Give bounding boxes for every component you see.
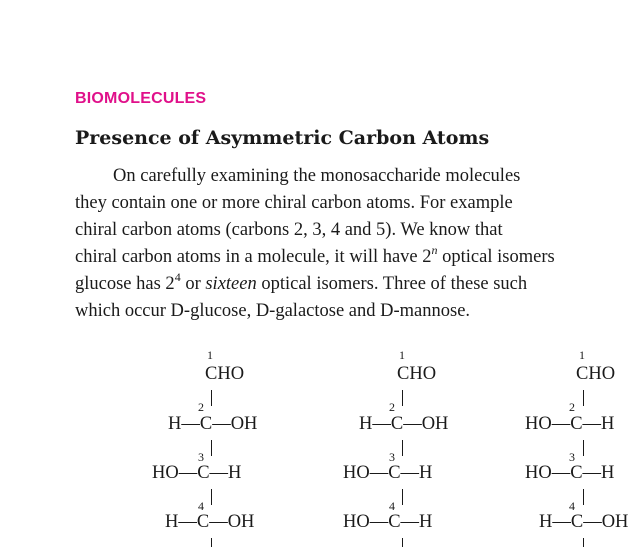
text-run: optical isomers. Three of these such [256,274,528,294]
vertical-bond [211,489,212,505]
vertical-bond [402,538,403,547]
paragraph-line [75,244,638,271]
vertical-bond [583,390,584,406]
paragraph-line: On carefully examining the monosaccharide molecules [113,166,521,186]
vertical-bond [402,440,403,456]
text-run: or [180,274,206,294]
carbon-row: H—C—OH [165,512,255,532]
vertical-bond [211,440,212,456]
carbon-number: 1 [207,348,213,362]
fischer-projections-figure [0,340,638,547]
carbon-number: 2 [198,400,204,414]
cho-group: CHO [205,364,245,384]
carbon-row: HO—C—H [152,463,242,483]
carbon-number: 4 [569,499,575,513]
paragraph-line: chiral carbon atoms (carbons 2, 3, 4 and 5). We know that [75,220,503,240]
section-heading: Presence of Asymmetric Carbon Atoms [75,127,490,149]
text-run: optical isomers [437,247,555,267]
text-run: chiral carbon atoms in a molecule, it will have 2 [75,247,432,267]
vertical-bond [583,538,584,547]
carbon-row: HO—C—H [343,463,433,483]
superscript-n: n [431,242,438,257]
vertical-bond [211,390,212,406]
carbon-row: HO—C—H [343,512,433,532]
carbon-row: H—C—OH [168,414,258,434]
carbon-row: H—C—OH [539,512,629,532]
carbon-row: HO—C—H [525,463,615,483]
paragraph-line: which occur D-glucose, D-galactose and D-mannose. [75,301,471,321]
carbon-number: 4 [389,499,395,513]
carbon-number: 2 [569,400,575,414]
vertical-bond [583,489,584,505]
cho-group: CHO [576,364,616,384]
vertical-bond [402,390,403,406]
section-header: BIOMOLECULES [75,90,207,107]
carbon-number: 2 [389,400,395,414]
vertical-bond [402,489,403,505]
paragraph-line: they contain one or more chiral carbon atoms. For example [75,193,513,213]
carbon-number: 3 [389,450,395,464]
carbon-number: 3 [569,450,575,464]
carbon-number: 1 [579,348,585,362]
carbon-row: H—C—OH [359,414,449,434]
carbon-row: HO—C—H [525,414,615,434]
paragraph-line [75,271,638,298]
carbon-number: 1 [399,348,405,362]
vertical-bond [583,440,584,456]
cho-group: CHO [397,364,437,384]
emphasis-sixteen: sixteen [205,274,257,294]
body-paragraph [75,163,638,325]
vertical-bond [211,538,212,547]
superscript-4: 4 [174,269,181,284]
text-run: glucose has 2 [75,274,175,294]
carbon-number: 4 [198,499,204,513]
carbon-number: 3 [198,450,204,464]
